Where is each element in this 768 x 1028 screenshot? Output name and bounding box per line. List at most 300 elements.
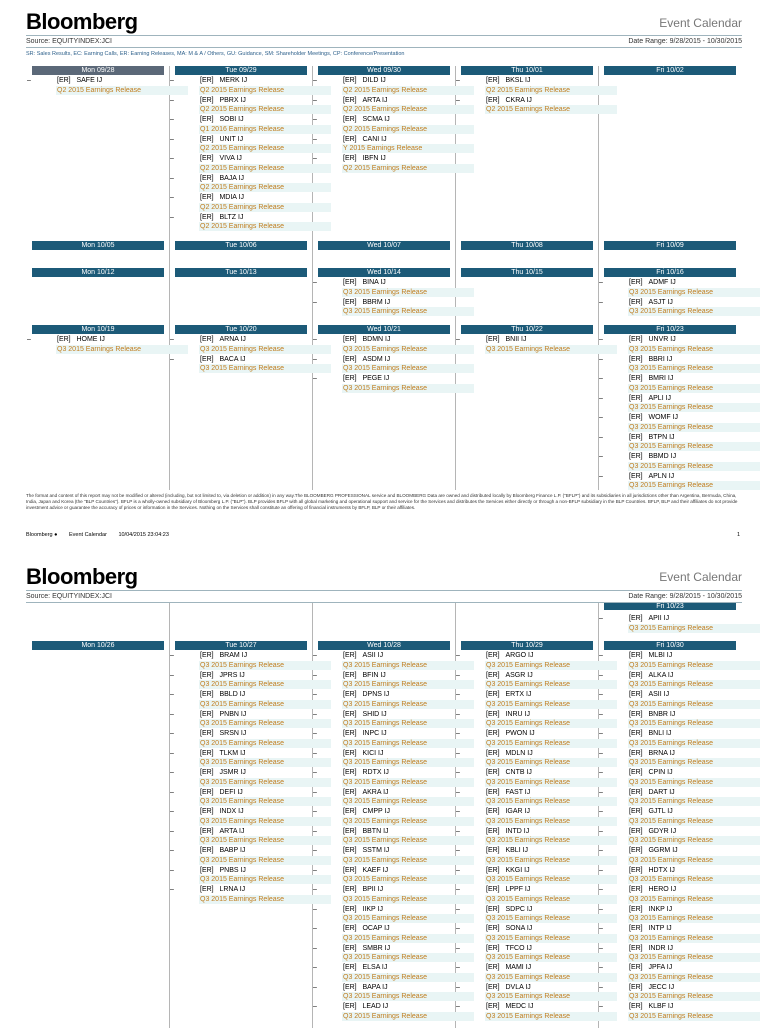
event-type: [ER] xyxy=(343,847,357,854)
day-header: Thu 10/22 xyxy=(461,325,593,334)
event-security: BBRI IJ xyxy=(648,355,673,363)
event-type: [ER] xyxy=(343,905,357,913)
event-ticker xyxy=(486,710,530,719)
event-security: UNVR IJ xyxy=(648,336,676,343)
event-bullet: – xyxy=(599,394,603,402)
event-security: KBLI IJ xyxy=(505,847,529,854)
event-description: Q2 2015 Earnings Release xyxy=(342,125,474,134)
event-ticker xyxy=(343,924,390,933)
event-bullet: – xyxy=(313,691,317,698)
event-ticker xyxy=(486,924,532,933)
event-type: [ER] xyxy=(486,96,500,104)
day-header: Fri 10/23 xyxy=(604,603,736,610)
event-type: [ER] xyxy=(343,77,357,84)
event-bullet: – xyxy=(313,355,317,363)
event-security: BBLD IJ xyxy=(219,691,246,698)
event-ticker xyxy=(200,213,243,222)
event-description: Q3 2015 Earnings Release xyxy=(628,817,760,826)
event-ticker xyxy=(200,135,243,144)
event-bullet: – xyxy=(456,788,460,796)
event-description: Q3 2015 Earnings Release xyxy=(485,817,617,826)
event-type: [ER] xyxy=(200,77,214,84)
event-ticker xyxy=(200,788,243,797)
event-bullet: – xyxy=(599,983,603,991)
event-bullet: – xyxy=(313,155,317,162)
event-security: TLKM IJ xyxy=(219,749,246,757)
footer-title: Event Calendar xyxy=(68,532,107,538)
event-security: KKGI IJ xyxy=(505,866,530,874)
event-ticker xyxy=(486,885,530,894)
event-type: [ER] xyxy=(629,1003,643,1010)
event-bullet: – xyxy=(313,769,317,776)
event-bullet: – xyxy=(456,77,460,84)
event-description: Q3 2015 Earnings Release xyxy=(628,462,760,471)
event-ticker xyxy=(343,690,389,699)
event-bullet: – xyxy=(599,710,603,718)
event-description: Q3 2015 Earnings Release xyxy=(342,934,474,943)
event-security: MLBI IJ xyxy=(648,652,673,659)
event-ticker xyxy=(200,671,245,680)
event-security: INDR IJ xyxy=(648,944,673,952)
event-type: [ER] xyxy=(200,827,214,835)
event-security: BPII IJ xyxy=(362,886,384,893)
event-bullet: – xyxy=(170,671,174,679)
event-type: [ER] xyxy=(486,905,500,913)
event-ticker xyxy=(200,749,246,758)
event-bullet: – xyxy=(313,964,317,971)
event-security: ASDM IJ xyxy=(362,355,391,363)
day-header: Thu 10/08 xyxy=(461,241,593,250)
event-security: IIKP IJ xyxy=(362,905,383,913)
event-ticker xyxy=(343,749,383,758)
event-ticker xyxy=(343,135,387,144)
event-security: SDPC IJ xyxy=(505,905,533,913)
event-security: BRAM IJ xyxy=(219,652,248,659)
event-security: MDIA IJ xyxy=(219,194,244,201)
event-bullet: – xyxy=(313,671,317,679)
event-ticker xyxy=(486,651,533,660)
event-bullet: – xyxy=(456,964,460,971)
event-ticker xyxy=(200,846,245,855)
event-security: HDTX IJ xyxy=(648,866,675,874)
event-type: [ER] xyxy=(343,671,357,679)
event-bullet: – xyxy=(313,847,317,854)
event-security: DVLA IJ xyxy=(505,983,531,991)
event-bullet: – xyxy=(599,730,603,737)
event-security: CNTB IJ xyxy=(505,769,532,776)
day-header: Tue 10/13 xyxy=(175,268,307,277)
event-description: Q3 2015 Earnings Release xyxy=(628,423,760,432)
bloomberg-logo: Bloomberg xyxy=(26,564,138,589)
event-type: [ER] xyxy=(629,671,643,679)
event-ticker xyxy=(343,846,389,855)
event-type: [ER] xyxy=(629,453,643,460)
event-bullet: – xyxy=(170,155,174,162)
event-ticker xyxy=(343,885,383,894)
event-ticker xyxy=(343,115,390,124)
event-type: [ER] xyxy=(629,615,643,622)
event-ticker xyxy=(629,614,669,623)
event-bullet: – xyxy=(170,808,174,815)
event-security: SMBR IJ xyxy=(362,944,391,952)
event-description: Q3 2015 Earnings Release xyxy=(485,953,617,962)
report-title: Event Calendar xyxy=(659,16,742,30)
event-description: Q3 2015 Earnings Release xyxy=(485,758,617,767)
event-bullet: – xyxy=(599,671,603,679)
event-description: Q3 2015 Earnings Release xyxy=(199,739,331,748)
event-security: BABP IJ xyxy=(219,847,246,854)
event-type: [ER] xyxy=(200,355,214,363)
event-bullet: – xyxy=(313,652,317,659)
event-security: JPRS IJ xyxy=(219,671,245,679)
day-header: Wed 09/30 xyxy=(318,66,450,75)
event-ticker xyxy=(629,846,678,855)
event-type: [ER] xyxy=(343,983,357,991)
event-description: Q3 2015 Earnings Release xyxy=(342,973,474,982)
event-type: [ER] xyxy=(629,749,643,757)
event-ticker xyxy=(343,866,388,875)
event-bullet: – xyxy=(456,944,460,952)
column-divider xyxy=(169,66,170,490)
event-bullet: – xyxy=(313,788,317,796)
event-description: Q3 2015 Earnings Release xyxy=(342,758,474,767)
event-security: SHID IJ xyxy=(362,710,387,718)
event-security: SONA IJ xyxy=(505,925,533,932)
event-type: [ER] xyxy=(200,116,214,123)
event-security: WOMF IJ xyxy=(648,414,679,421)
event-security: OCAP IJ xyxy=(362,925,390,932)
event-ticker xyxy=(200,827,245,836)
event-bullet: – xyxy=(313,866,317,874)
event-description: Q3 2015 Earnings Release xyxy=(342,856,474,865)
event-security: MDLN IJ xyxy=(505,749,533,757)
event-bullet: – xyxy=(456,691,460,698)
event-ticker xyxy=(57,76,102,85)
event-type: [ER] xyxy=(629,944,643,952)
event-bullet: – xyxy=(170,174,174,182)
day-header: Mon 10/12 xyxy=(32,268,164,277)
event-description: Q3 2015 Earnings Release xyxy=(342,817,474,826)
event-description: Q3 2015 Earnings Release xyxy=(628,700,760,709)
event-security: JECC IJ xyxy=(648,983,675,991)
event-security: IGAR IJ xyxy=(505,808,530,815)
event-security: RDTX IJ xyxy=(362,769,389,776)
source-label: Source: EQUITYINDEX:JCI xyxy=(26,593,112,600)
event-description: Q1 2016 Earnings Release xyxy=(199,125,331,134)
event-security: APII IJ xyxy=(648,615,670,622)
event-security: INTP IJ xyxy=(648,925,672,932)
event-security: ASJT IJ xyxy=(648,298,673,306)
event-type: [ER] xyxy=(486,944,500,952)
event-type: [ER] xyxy=(343,866,357,874)
event-type: [ER] xyxy=(200,847,214,854)
event-bullet: – xyxy=(599,433,603,441)
event-type: [ER] xyxy=(629,808,643,815)
day-header: Mon 10/19 xyxy=(32,325,164,334)
event-bullet: – xyxy=(170,749,174,757)
event-description: Q3 2015 Earnings Release xyxy=(342,364,474,373)
event-description: Q2 2015 Earnings Release xyxy=(199,203,331,212)
event-type: [ER] xyxy=(200,808,214,815)
day-header: Fri 10/23 xyxy=(604,325,736,334)
event-bullet: – xyxy=(599,925,603,932)
event-ticker xyxy=(200,76,247,85)
event-ticker xyxy=(200,710,246,719)
event-security: ASGR IJ xyxy=(505,671,533,679)
event-type: [ER] xyxy=(629,691,643,698)
event-description: Q3 2015 Earnings Release xyxy=(342,914,474,923)
event-type: [ER] xyxy=(57,336,71,343)
event-description: Q2 2015 Earnings Release xyxy=(199,105,331,114)
event-ticker xyxy=(629,885,676,894)
event-bullet: – xyxy=(313,730,317,737)
event-bullet: – xyxy=(313,710,317,718)
event-description: Q2 2015 Earnings Release xyxy=(342,105,474,114)
event-bullet: – xyxy=(599,472,603,480)
event-bullet: – xyxy=(599,298,603,306)
event-description: Q3 2015 Earnings Release xyxy=(628,403,760,412)
day-header: Thu 10/15 xyxy=(461,268,593,277)
event-security: PNBS IJ xyxy=(219,866,246,874)
event-bullet: – xyxy=(170,652,174,659)
event-bullet: – xyxy=(599,964,603,971)
event-bullet: – xyxy=(313,1003,317,1010)
event-description: Q3 2015 Earnings Release xyxy=(628,384,760,393)
event-security: IBFN IJ xyxy=(362,155,386,162)
event-description: Q3 2015 Earnings Release xyxy=(342,778,474,787)
event-ticker xyxy=(343,710,387,719)
event-ticker xyxy=(200,115,244,124)
event-bullet: – xyxy=(599,827,603,835)
event-security: ASII IJ xyxy=(362,652,384,659)
event-type: [ER] xyxy=(486,671,500,679)
event-type: [ER] xyxy=(343,155,357,162)
event-security: LRNA IJ xyxy=(219,886,246,893)
event-bullet: – xyxy=(170,710,174,718)
event-type: [ER] xyxy=(200,886,214,893)
event-security: TFCO IJ xyxy=(505,944,532,952)
event-bullet: – xyxy=(599,769,603,776)
event-description: Q3 2015 Earnings Release xyxy=(628,758,760,767)
event-ticker xyxy=(343,96,388,105)
day-header: Mon 09/28 xyxy=(32,66,164,75)
event-type: [ER] xyxy=(343,769,357,776)
event-type: [ER] xyxy=(629,886,643,893)
event-bullet: – xyxy=(456,925,460,932)
day-header: Wed 10/14 xyxy=(318,268,450,277)
event-ticker xyxy=(629,355,672,364)
event-description: Q3 2015 Earnings Release xyxy=(199,836,331,845)
event-security: ARTA IJ xyxy=(219,827,245,835)
event-ticker xyxy=(486,827,529,836)
event-description: Q3 2015 Earnings Release xyxy=(342,739,474,748)
event-bullet: – xyxy=(599,847,603,854)
event-ticker xyxy=(629,690,669,699)
event-description: Q3 2015 Earnings Release xyxy=(628,364,760,373)
event-ticker xyxy=(343,671,386,680)
event-description: Q3 2015 Earnings Release xyxy=(485,345,617,354)
event-description: Q3 2015 Earnings Release xyxy=(342,661,474,670)
event-bullet: – xyxy=(313,96,317,104)
event-description: Q3 2015 Earnings Release xyxy=(485,1012,617,1021)
event-description: Q3 2015 Earnings Release xyxy=(485,992,617,1001)
event-description: Q2 2015 Earnings Release xyxy=(485,86,617,95)
event-description: Q3 2015 Earnings Release xyxy=(628,288,760,297)
event-bullet: – xyxy=(599,336,603,343)
event-description: Q3 2015 Earnings Release xyxy=(628,895,760,904)
event-description: Y 2015 Earnings Release xyxy=(342,144,474,153)
event-bullet: – xyxy=(456,847,460,854)
event-description: Q3 2015 Earnings Release xyxy=(628,345,760,354)
event-description: Q3 2015 Earnings Release xyxy=(199,817,331,826)
event-security: JSMR IJ xyxy=(219,769,246,776)
event-bullet: – xyxy=(313,925,317,932)
event-type: [ER] xyxy=(57,77,71,84)
event-type: [ER] xyxy=(629,710,643,718)
event-bullet: – xyxy=(456,671,460,679)
event-ticker xyxy=(629,433,675,442)
event-bullet: – xyxy=(599,886,603,893)
event-security: CANI IJ xyxy=(362,135,387,143)
event-type: [ER] xyxy=(343,886,357,893)
event-security: BNLI IJ xyxy=(648,730,672,737)
event-bullet: – xyxy=(456,1003,460,1010)
event-type: [ER] xyxy=(629,983,643,991)
event-ticker xyxy=(200,690,245,699)
event-description: Q3 2015 Earnings Release xyxy=(56,345,188,354)
event-ticker xyxy=(200,96,246,105)
event-description: Q3 2015 Earnings Release xyxy=(628,481,760,490)
header-divider xyxy=(26,590,742,591)
event-bullet: – xyxy=(599,414,603,421)
event-ticker xyxy=(629,905,672,914)
event-ticker xyxy=(343,963,387,972)
event-ticker xyxy=(486,905,532,914)
day-header: Tue 10/27 xyxy=(175,641,307,650)
event-type: [ER] xyxy=(629,788,643,796)
event-bullet: – xyxy=(170,866,174,874)
day-header: Mon 10/26 xyxy=(32,641,164,650)
event-ticker xyxy=(343,983,388,992)
event-security: PWON IJ xyxy=(505,730,535,737)
event-bullet: – xyxy=(313,983,317,991)
event-description: Q3 2015 Earnings Release xyxy=(199,895,331,904)
event-security: ASII IJ xyxy=(648,691,670,698)
event-description: Q3 2015 Earnings Release xyxy=(628,307,760,316)
event-type: [ER] xyxy=(486,788,500,796)
event-ticker xyxy=(629,788,675,797)
event-ticker xyxy=(629,278,676,287)
event-ticker xyxy=(200,807,244,816)
event-security: SCMA IJ xyxy=(362,116,390,123)
event-description: Q3 2015 Earnings Release xyxy=(628,739,760,748)
event-security: CPIN IJ xyxy=(648,769,673,776)
event-description: Q3 2015 Earnings Release xyxy=(485,700,617,709)
event-ticker xyxy=(629,651,672,660)
event-type: [ER] xyxy=(486,769,500,776)
page-footer xyxy=(26,532,179,538)
day-header: Wed 10/07 xyxy=(318,241,450,250)
event-bullet: – xyxy=(313,279,317,286)
event-description: Q3 2015 Earnings Release xyxy=(628,680,760,689)
event-ticker xyxy=(343,729,387,738)
event-type: [ER] xyxy=(343,96,357,104)
event-description: Q3 2015 Earnings Release xyxy=(485,895,617,904)
event-bullet: – xyxy=(456,866,460,874)
event-description: Q2 2015 Earnings Release xyxy=(199,164,331,173)
event-security: ARGO IJ xyxy=(505,652,534,659)
event-ticker xyxy=(200,355,246,364)
event-security: BACA IJ xyxy=(219,355,246,363)
event-ticker xyxy=(486,768,532,777)
event-ticker xyxy=(200,885,245,894)
event-description: Q3 2015 Earnings Release xyxy=(199,719,331,728)
event-security: MAMI IJ xyxy=(505,964,532,971)
event-type: [ER] xyxy=(200,213,214,221)
event-bullet: – xyxy=(27,336,31,343)
event-description: Q3 2015 Earnings Release xyxy=(199,661,331,670)
event-security: INPC IJ xyxy=(362,730,387,737)
event-security: BDMN IJ xyxy=(362,336,391,343)
day-header: Wed 10/21 xyxy=(318,325,450,334)
event-ticker xyxy=(200,193,244,202)
event-ticker xyxy=(629,671,673,680)
event-ticker xyxy=(629,866,675,875)
event-ticker xyxy=(343,1002,388,1011)
event-description: Q3 2015 Earnings Release xyxy=(628,797,760,806)
event-ticker xyxy=(486,807,530,816)
event-type: [ER] xyxy=(486,336,500,343)
event-type: [ER] xyxy=(486,77,500,84)
event-security: ADMF IJ xyxy=(648,279,676,286)
event-ticker xyxy=(200,768,246,777)
event-security: PEGE IJ xyxy=(362,375,390,382)
event-type: [ER] xyxy=(629,866,643,874)
day-header: Tue 10/20 xyxy=(175,325,307,334)
date-range: Date Range: 9/28/2015 - 10/30/2015 xyxy=(628,38,742,45)
event-ticker xyxy=(343,768,389,777)
bloomberg-logo: Bloomberg xyxy=(26,9,138,34)
event-security: HERO IJ xyxy=(648,886,677,893)
event-ticker xyxy=(486,1002,533,1011)
event-security: SSTM IJ xyxy=(362,847,390,854)
event-description: Q3 2015 Earnings Release xyxy=(199,778,331,787)
day-header: Thu 10/01 xyxy=(461,66,593,75)
event-description: Q3 2015 Earnings Release xyxy=(628,934,760,943)
event-description: Q3 2015 Earnings Release xyxy=(342,680,474,689)
day-header: Fri 10/30 xyxy=(604,641,736,650)
event-ticker xyxy=(200,651,247,660)
event-type: [ER] xyxy=(343,298,357,306)
event-description: Q3 2015 Earnings Release xyxy=(199,700,331,709)
event-bullet: – xyxy=(599,453,603,460)
event-type: [ER] xyxy=(200,96,214,104)
event-bullet: – xyxy=(599,375,603,382)
event-description: Q3 2015 Earnings Release xyxy=(342,953,474,962)
event-description: Q3 2015 Earnings Release xyxy=(199,364,331,373)
event-security: BNII IJ xyxy=(505,336,527,343)
event-bullet: – xyxy=(170,336,174,343)
event-security: INDX IJ xyxy=(219,808,244,815)
event-security: INRU IJ xyxy=(505,710,530,718)
event-description: Q3 2015 Earnings Release xyxy=(628,442,760,451)
event-security: ARNA IJ xyxy=(219,336,246,343)
event-bullet: – xyxy=(313,298,317,306)
event-security: GJTL IJ xyxy=(648,808,673,815)
event-description: Q3 2015 Earnings Release xyxy=(628,778,760,787)
event-security: BBRM IJ xyxy=(362,298,391,306)
event-bullet: – xyxy=(170,847,174,854)
